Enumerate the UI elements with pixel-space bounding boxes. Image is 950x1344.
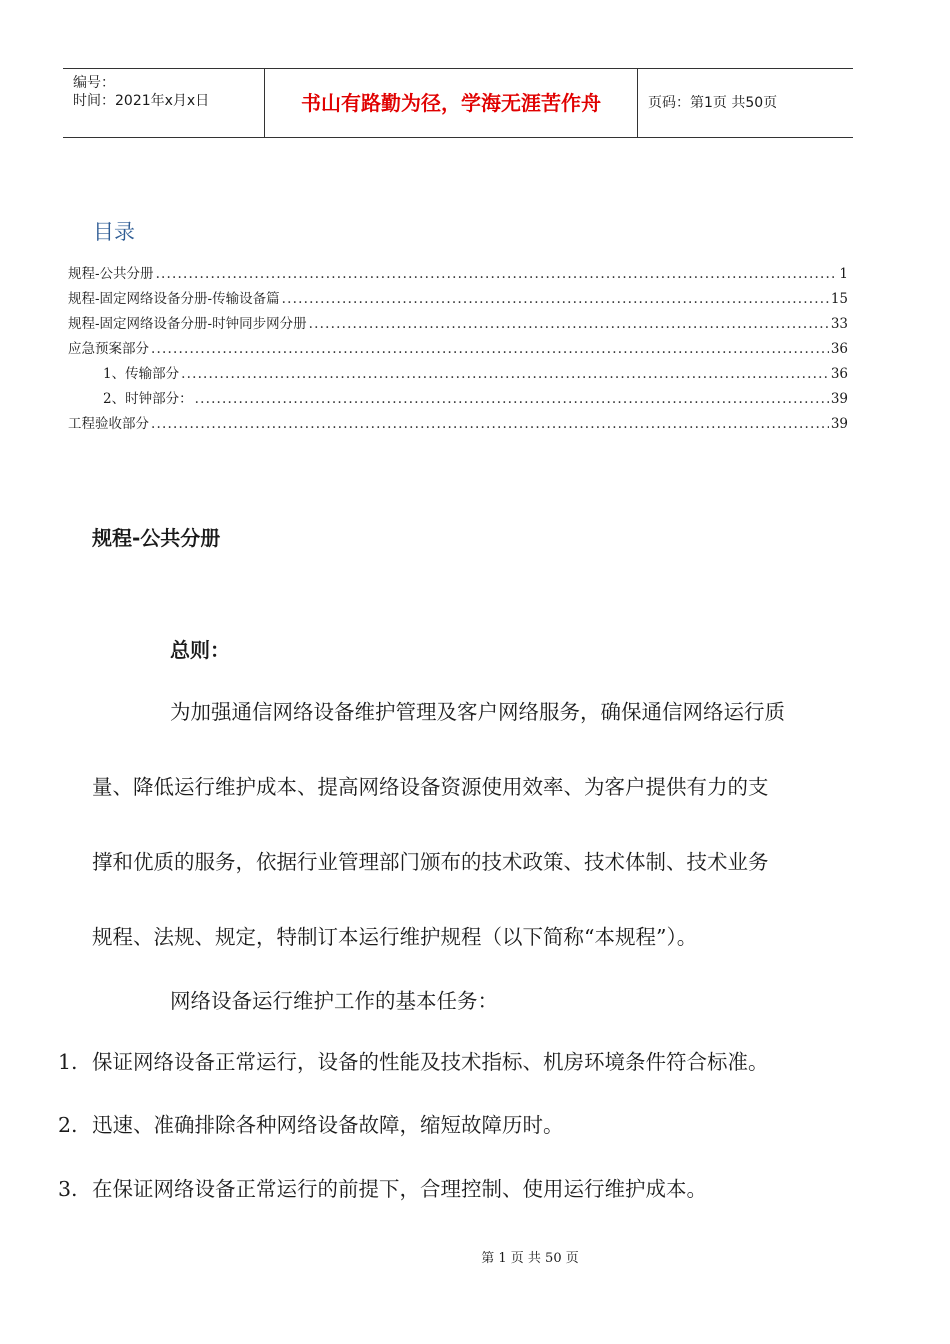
toc-entry-page: 1 — [839, 266, 848, 282]
toc-entry-text: 1、传输部分 — [103, 366, 180, 382]
toc-entry-text: 2、时钟部分： — [103, 391, 193, 407]
toc-entry[interactable] — [68, 362, 848, 387]
toc-leader — [195, 387, 829, 412]
motto: 书山有路勤为径，学海无涯苦作舟 — [265, 69, 638, 137]
list-item-text: 迅速、准确排除各种网络设备故障，缩短故障历时。 — [92, 1113, 564, 1137]
page-info: 页码：第1页 共50页 — [648, 95, 778, 111]
toc-leader — [151, 412, 829, 437]
time-label: 时间：2021年x月x日 — [73, 93, 210, 109]
toc-entry-text: 规程-公共分册 — [68, 266, 154, 282]
header-meta-cell — [63, 69, 265, 137]
toc-entry[interactable] — [68, 262, 848, 287]
toc-entry-text: 规程-固定网络设备分册-时钟同步网分册 — [68, 316, 307, 332]
table-of-contents — [68, 262, 848, 437]
list-item-number: 3. — [58, 1177, 78, 1201]
list-item-number: 1. — [58, 1050, 78, 1074]
tasks-intro: 网络设备运行维护工作的基本任务： — [170, 989, 498, 1013]
toc-leader — [181, 362, 829, 387]
subsection-title: 总则： — [170, 638, 230, 662]
toc-entry-page: 36 — [830, 341, 848, 357]
toc-entry[interactable] — [68, 287, 848, 312]
toc-entry-text: 应急预案部分 — [68, 341, 149, 357]
toc-leader — [156, 262, 838, 287]
section-title: 规程-公共分册 — [92, 526, 221, 550]
toc-entry-page: 39 — [830, 391, 848, 407]
toc-leader — [282, 287, 829, 312]
list-item-text: 保证网络设备正常运行，设备的性能及技术指标、机房环境条件符合标准。 — [92, 1050, 769, 1074]
paragraph-line: 撑和优质的服务，依据行业管理部门颁布的技术政策、技术体制、技术业务 — [92, 850, 769, 874]
toc-entry-page: 33 — [830, 316, 848, 332]
paragraph-line: 规程、法规、规定，特制订本运行维护规程（以下简称“本规程”）。 — [92, 925, 698, 949]
toc-entry-page: 39 — [830, 416, 848, 432]
toc-leader — [151, 337, 829, 362]
toc-entry[interactable] — [68, 412, 848, 437]
toc-entry-text: 工程验收部分 — [68, 416, 149, 432]
toc-entry-page: 36 — [830, 366, 848, 382]
paragraph-line: 量、降低运行维护成本、提高网络设备资源使用效率、为客户提供有力的支 — [92, 775, 769, 799]
list-item — [58, 1045, 769, 1075]
toc-entry-page: 15 — [830, 291, 848, 307]
list-item — [58, 1108, 564, 1138]
list-item — [58, 1172, 707, 1202]
toc-leader — [309, 312, 829, 337]
toc-title: 目录 — [93, 220, 135, 244]
page-footer: 第 1 页 共 50 页 — [481, 1251, 579, 1266]
list-item-number: 2. — [58, 1113, 78, 1137]
paragraph-line: 为加强通信网络设备维护管理及客户网络服务，确保通信网络运行质 — [170, 700, 785, 724]
number-label: 编号： — [73, 75, 115, 91]
header-table — [63, 68, 853, 138]
toc-entry[interactable] — [68, 387, 848, 412]
list-item-text: 在保证网络设备正常运行的前提下，合理控制、使用运行维护成本。 — [92, 1177, 707, 1201]
toc-entry[interactable] — [68, 312, 848, 337]
toc-entry-text: 规程-固定网络设备分册-传输设备篇 — [68, 291, 280, 307]
toc-entry[interactable] — [68, 337, 848, 362]
